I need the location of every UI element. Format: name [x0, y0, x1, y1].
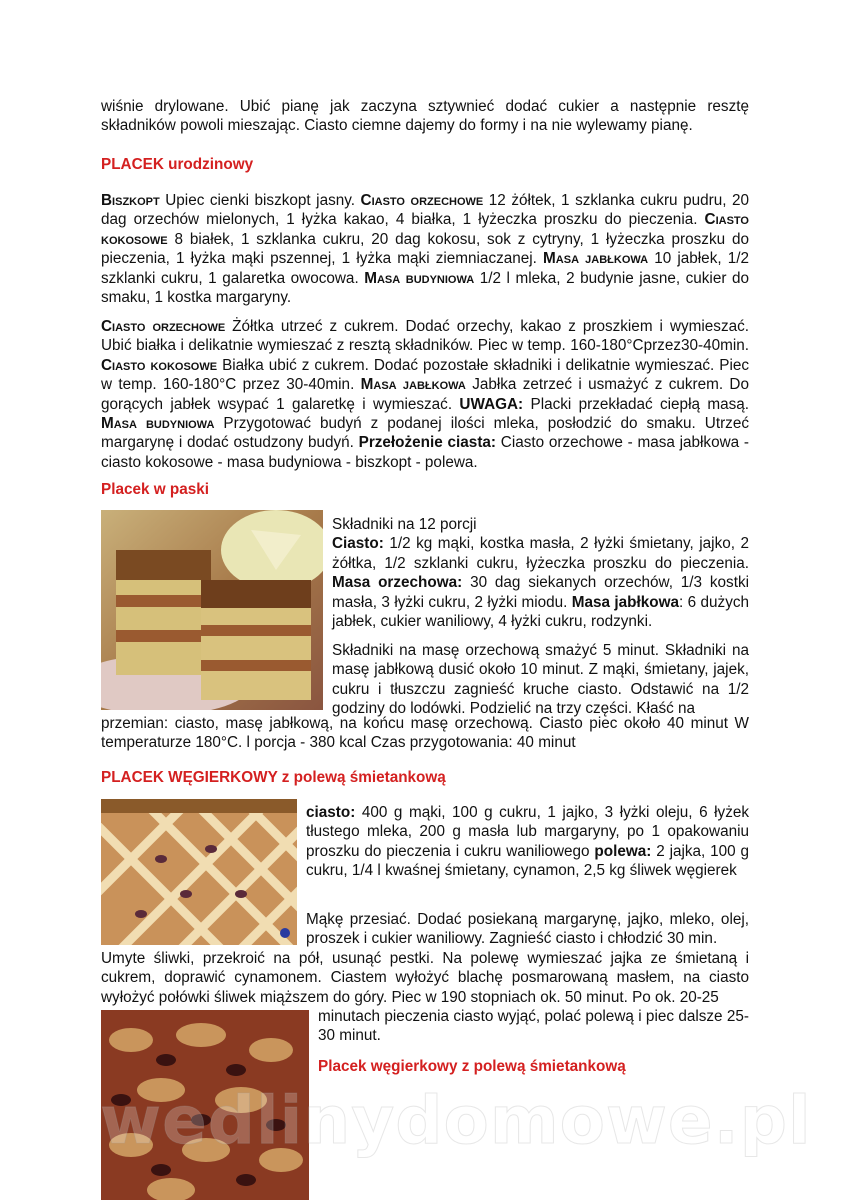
wegierkowy-method-wrapped: Mąkę przesiać. Dodać posiekaną margarynę, jajko, mleko, olej, proszek i cukier waniliowy. Zagnieść ciasto i chłodzić 30 min.	[306, 911, 749, 948]
text-ciasto-kokosowe: 8 białek, 1 szklanka cukru, 20 dag kokosu, sok z cytryny, 1 łyżeczka proszku do pieczenia, 1 łyżka mąki pszennej, 1 łyżka mąki ziemniaczanej.	[101, 230, 749, 268]
watermark-text: wedlinydomowe.pl	[100, 1082, 812, 1159]
label-ciasto-kokosowe: Ciasto kokosowe	[101, 211, 749, 248]
label-masa-jablkowa-2: Masa jabłkowa	[360, 376, 466, 394]
heading-placek-w-paski: Placek w paski	[101, 481, 209, 498]
wegierkowy-method-tail: minutach pieczenia ciasto wyjąć, polać polewą i piec dalsze 25-30 minut.	[318, 1008, 749, 1045]
label-wegierkowy-polewa: polewa:	[594, 842, 652, 860]
urodzinowy-ingredients	[101, 191, 749, 307]
text-paski-masa-orzechowa: 30 dag siekanych orzechów, 1/3 kostki masła, 3 łyżki cukru, 2 łyżki miodu.	[332, 574, 749, 611]
text-uwaga: Placki przekładać ciepłą masą.	[523, 395, 749, 413]
label-przelozenie: Przełożenie ciasta:	[358, 434, 497, 452]
text-ciasto-orzechowe: 12 żółtek, 1 szklanka cukru pudru, 20 dag orzechów mielonych, 1 łyżka kakao, 4 białka, 1 łyżeczka proszku do pieczenia.	[101, 192, 749, 229]
caption-placek-wegierkowy: Placek węgierkowy z polewą śmietankową	[318, 1058, 626, 1075]
intro-paragraph: wiśnie drylowane. Ubić pianę jak zaczyna sztywnieć dodać cukier a następnie resztę składników powoli mieszając. Ciasto ciemne dajemy do formy i na nie wylewamy pianę.	[101, 98, 749, 135]
label-ciasto-orzechowe-2: Ciasto orzechowe	[101, 318, 226, 335]
paski-ingredients	[332, 515, 749, 631]
text-paski-masa-jablkowa: : 6 dużych jabłek, cukier waniliowy, 4 łyżki cukru, rodzynki.	[332, 593, 749, 631]
text-wegierkowy-ciasto: 400 g mąki, 100 g cukru, 1 jajko, 3 łyżki oleju, 6 łyżek tłustego mleka, 200 g masła lub margaryny, po 1 opakowaniu proszku do pieczenia i cukru waniliowego	[306, 804, 749, 860]
text-masa-jablkowa-2: Jabłka zetrzeć i usmażyć z cukrem. Do gorących jabłek wsypać 1 galaretkę i wymieszać.	[101, 376, 749, 413]
label-paski-masa-jablkowa: Masa jabłkowa	[571, 593, 680, 611]
text-wegierkowy-polewa: 2 jajka, 100 g cukru, 1/4 l kwaśnej śmietany, cynamon, 2,5 kg śliwek węgierek	[306, 842, 749, 880]
text-biszkopt: Upiec cienki biszkopt jasny.	[159, 192, 361, 209]
label-masa-budyniowa-2: Masa budyniowa	[101, 415, 215, 433]
paski-method-wrapped: Składniki na masę orzechową smażyć 5 minut. Składniki na masę jabłkową dusić około 10 minut. Z mąki, śmietany, jajek, cukru i tłuszczu zagnieść kruche ciasto. Odstawić na 1/2 godziny do lodówki. Podzielić na trzy części. Kłaść na	[332, 642, 749, 718]
text-servings: Składniki na 12 porcji	[332, 516, 477, 533]
text-ciasto-orzechowe-2: Żółtka utrzeć z cukrem. Dodać orzechy, kakao z proszkiem i wymieszać. Ubić białka i delikatnie wymieszać z resztą składników. Piec w temp. 160-180°Cprzez30-40min.	[101, 318, 749, 355]
text-przelozenie: Ciasto orzechowe - masa jabłkowa - ciasto kokosowe - masa budyniowa - biszkopt - polewa.	[101, 434, 749, 471]
text-paski-ciasto: 1/2 kg mąki, kostka masła, 2 łyżki śmietany, jajko, 2 żółtka, 1/2 szklanki cukru, łyżeczka proszku do pieczenia.	[332, 535, 749, 572]
label-wegierkowy-ciasto: ciasto:	[306, 804, 356, 821]
text-masa-budyniowa-2: Przygotować budyń z podanej ilości mleka, posłodzić do smaku. Utrzeć margarynę i dodać ostudzony budyń.	[101, 415, 749, 452]
label-ciasto-orzechowe: Ciasto orzechowe	[360, 192, 484, 209]
photo-placek-w-paski	[101, 510, 323, 710]
heading-placek-urodzinowy: PLACEK urodzinowy	[101, 156, 254, 173]
text-masa-budyniowa: 1/2 l mleka, 2 budynie jasne, cukier do smaku, 1 kostka margaryny.	[101, 269, 749, 307]
text-masa-jablkowa: 10 jabłek, 1/2 szklanki cukru, 1 galaretka owocowa.	[101, 250, 749, 287]
label-paski-ciasto: Ciasto:	[332, 535, 384, 553]
paski-method-full: przemian: ciasto, masę jabłkową, na końcu masę orzechową. Ciasto piec około 40 minut W temperaturze 180°C. l porcja - 380 kcal Czas przygotowania: 40 minut	[101, 715, 749, 752]
wegierkowy-ingredients	[306, 803, 749, 881]
text-ciasto-kokosowe-2: Białka ubić z cukrem. Dodać pozostałe składniki i delikatnie wymieszać. Piec w temp. 160-180°C przez 30-40min.	[101, 356, 750, 394]
photo-placek-wegierkowy	[101, 799, 297, 945]
urodzinowy-method	[101, 317, 749, 472]
label-masa-jablkowa: Masa jabłkowa	[543, 250, 649, 268]
label-ciasto-kokosowe-2: Ciasto kokosowe	[101, 356, 218, 374]
wegierkowy-method-full: Umyte śliwki, przekroić na pół, usunąć pestki. Na polewę wymieszać jajka ze śmietaną i cukrem, doprawić cynamonem. Ciastem wyłożyć blachę posmarowaną masłem, na ciasto wyłożyć połówki śliwek miąższem do góry. Piec w 190 stopniach ok. 50 minut. Po ok. 20-25	[101, 950, 749, 1006]
heading-placek-wegierkowy: PLACEK WĘGIERKOWY z polewą śmietankową	[101, 769, 446, 786]
label-paski-masa-orzechowa: Masa orzechowa:	[332, 574, 463, 592]
label-biszkopt: Biszkopt	[101, 192, 160, 209]
label-uwaga: UWAGA:	[459, 395, 524, 413]
label-masa-budyniowa: Masa budyniowa	[364, 269, 475, 287]
